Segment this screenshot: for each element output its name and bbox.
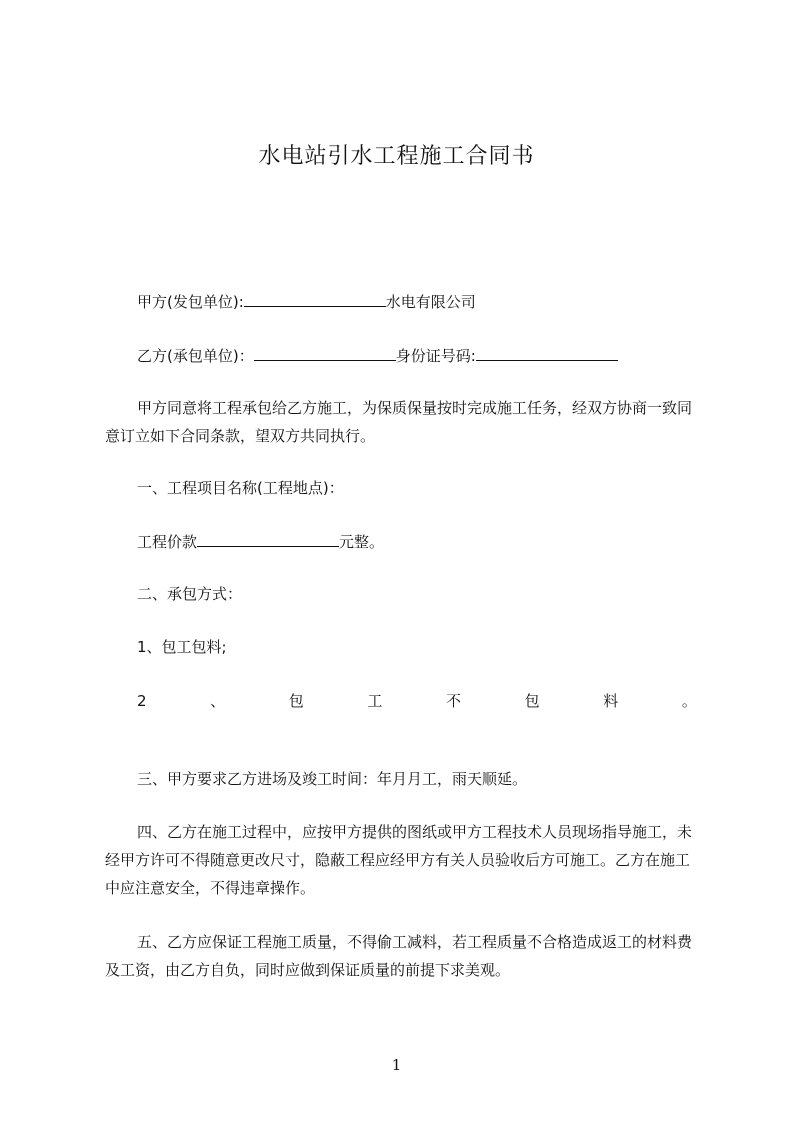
section-3-paragraph: 三、甲方要求乙方进场及竣工时间：年月月工，雨天顺延。 <box>137 770 528 788</box>
intro-paragraph: 甲方同意将工程承包给乙方施工，为保质保量按时完成施工任务，经双方协商一致同意订立如下合同条款，望双方共同执行。 <box>105 399 693 445</box>
option-2-char: 料 <box>603 692 619 710</box>
section-2-heading: 二、承包方式： <box>137 585 243 603</box>
party-a-blank <box>244 292 386 307</box>
price-suffix: 元整。 <box>339 533 385 551</box>
section-4-paragraph: 四、乙方在施工过程中，应按甲方提供的图纸或甲方工程技术人员现场指导施工，未经甲方许可不得随意更改尺寸，隐蔽工程应经甲方有关人员验收后方可施工。乙方在施工中应注意安全，不得违章操作。 <box>105 823 693 897</box>
section-5-paragraph: 五、乙方应保证工程施工质量，不得偷工减料，若工程质量不合格造成返工的材料费及工资，由乙方自负，同时应做到保证质量的前提下求美观。 <box>105 933 693 979</box>
price-label: 工程价款 <box>137 533 198 551</box>
option-2-char: 不 <box>446 692 462 710</box>
option-2-char: 2 <box>137 692 147 710</box>
option-2-char: 包 <box>524 692 540 710</box>
party-a-line <box>137 292 476 311</box>
page-number: 1 <box>391 1056 402 1074</box>
page-title: 水电站引水工程施工合同书 <box>258 144 535 169</box>
party-b-label: 乙方(承包单位)： <box>137 347 254 365</box>
id-number-label: 身份证号码: <box>395 347 476 365</box>
price-line <box>137 532 384 551</box>
option-2-char: 。 <box>681 692 697 710</box>
option-2-char: 工 <box>367 692 383 710</box>
party-a-value: 水电有限公司 <box>385 293 476 311</box>
option-1-line: 1、包工包料; <box>137 638 227 656</box>
party-b-blank <box>254 346 396 361</box>
party-b-line <box>137 346 618 365</box>
option-2-char: 包 <box>288 692 304 710</box>
price-blank <box>197 532 339 547</box>
id-number-blank <box>476 346 618 361</box>
option-2-char: 、 <box>210 692 226 710</box>
party-a-label: 甲方(发包单位): <box>137 293 244 311</box>
option-2-line <box>137 692 697 710</box>
section-1-heading: 一、工程项目名称(工程地点)： <box>137 479 344 497</box>
